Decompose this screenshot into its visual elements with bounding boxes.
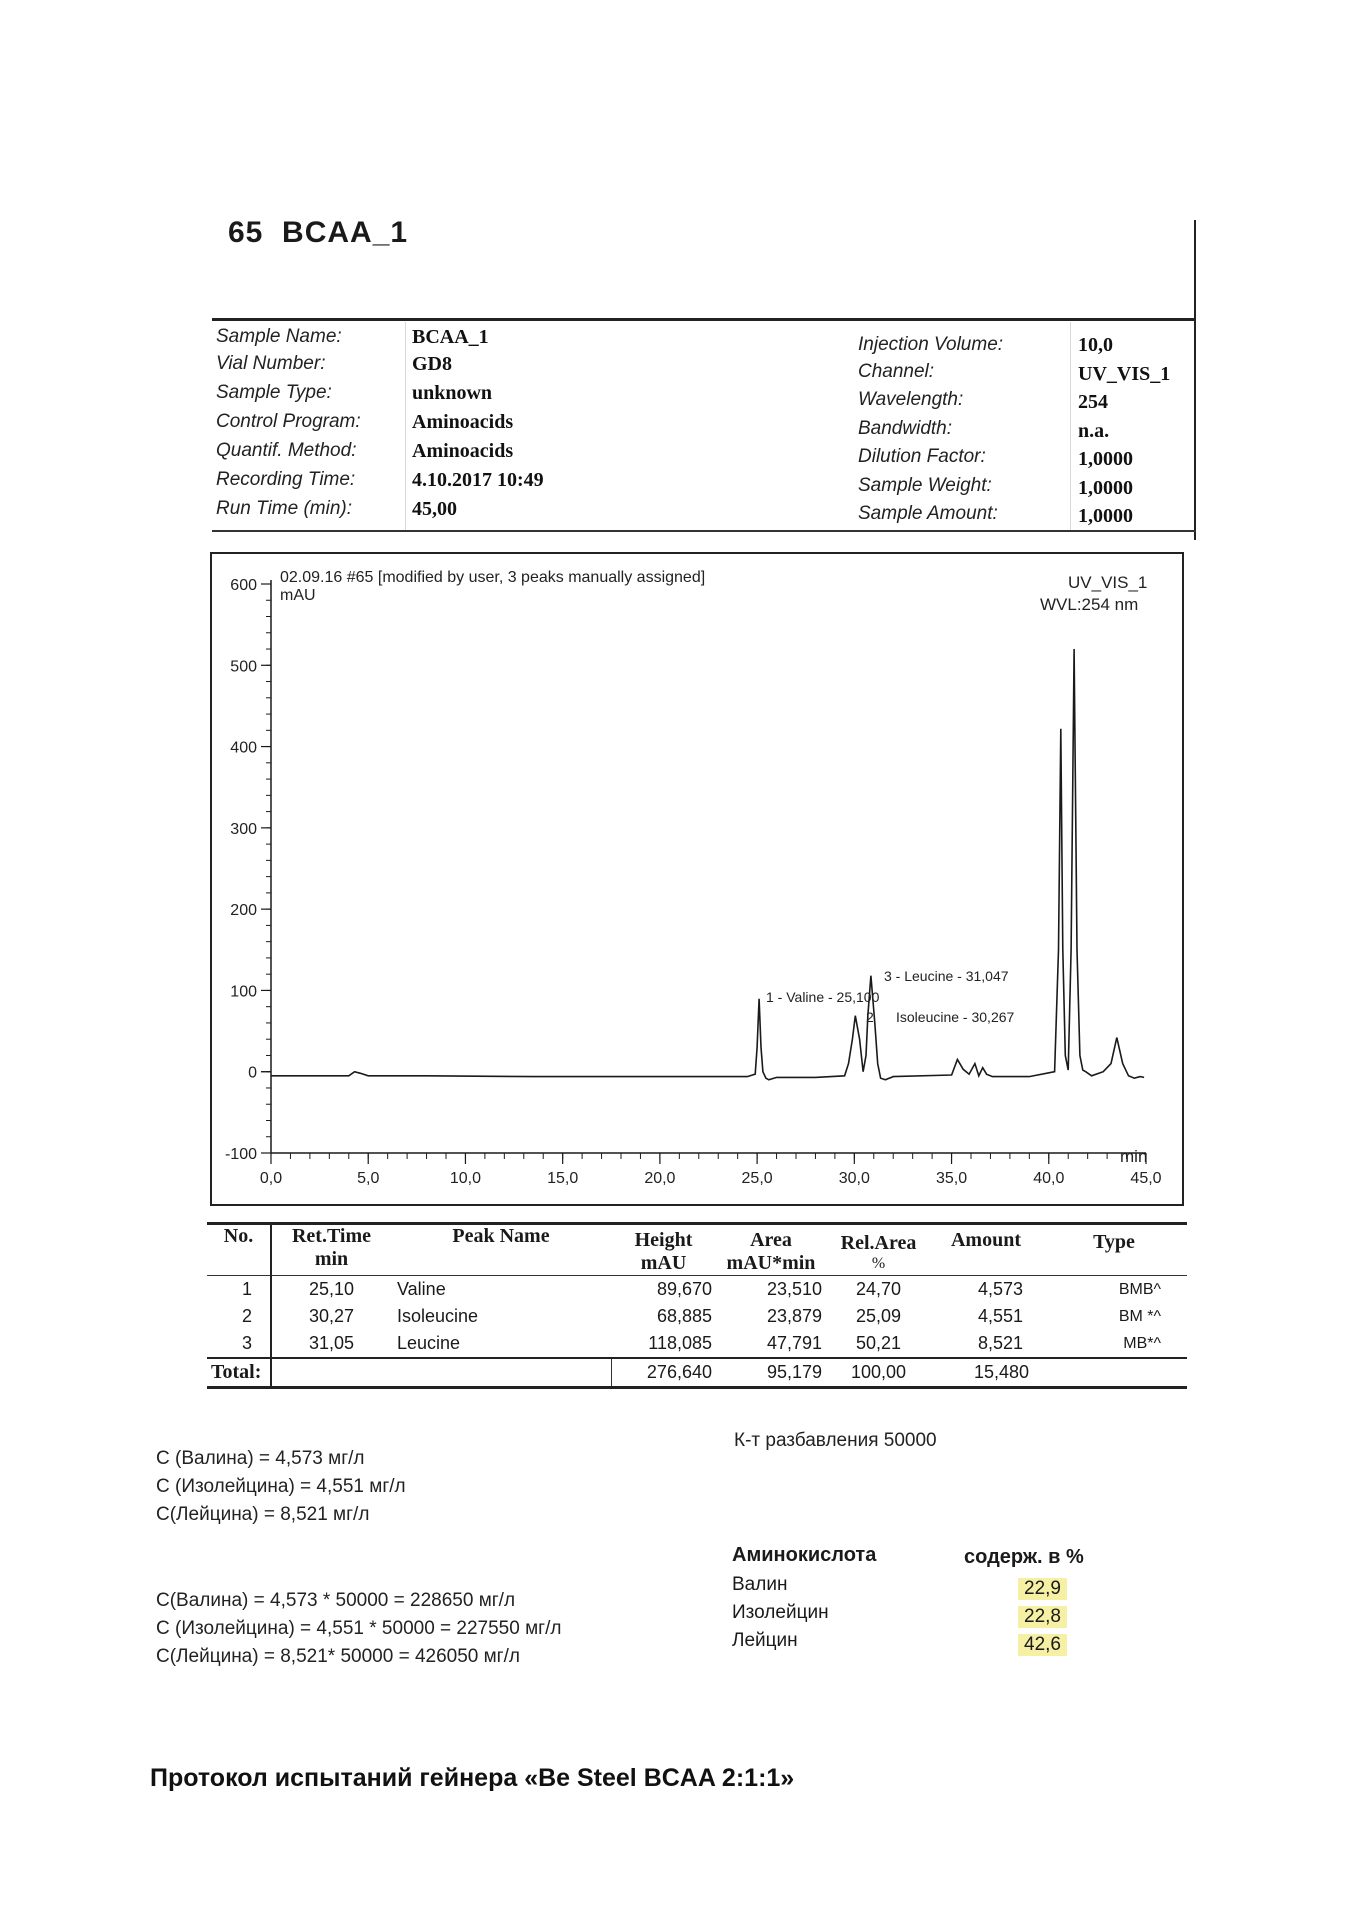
y-tick-label: 100 bbox=[230, 983, 257, 1001]
x-tick-label: 0,0 bbox=[259, 1170, 283, 1187]
cell-rel-area: 24,70 bbox=[855, 1279, 902, 1299]
chart-x-unit: min bbox=[1120, 1147, 1148, 1166]
cell-empty bbox=[1041, 1358, 1187, 1388]
col-header-area bbox=[716, 1224, 826, 1276]
cell-height: 118,085 bbox=[648, 1333, 712, 1353]
info-label: Sample Name: bbox=[216, 326, 342, 347]
y-tick-label: 200 bbox=[230, 902, 257, 920]
cell-empty bbox=[391, 1358, 611, 1388]
cell-no: 1 bbox=[207, 1276, 271, 1304]
x-tick-label: 15,0 bbox=[547, 1170, 579, 1187]
cell-no: 3 bbox=[207, 1330, 271, 1358]
col-header-no: No. bbox=[207, 1224, 271, 1276]
amino-name: Лейцин bbox=[732, 1630, 798, 1651]
x-tick-label: 25,0 bbox=[741, 1170, 773, 1187]
cell-height: 89,670 bbox=[656, 1279, 712, 1299]
chart-title: 02.09.16 #65 [modified by user, 3 peaks manually assigned] bbox=[280, 569, 706, 586]
col-header-peak-name: Peak Name bbox=[452, 1225, 550, 1247]
x-tick-label: 5,0 bbox=[357, 1170, 380, 1187]
table-row bbox=[207, 1303, 1187, 1330]
diluted-concentration-line: С(Лейцина) = 8,521* 50000 = 426050 мг/л bbox=[156, 1646, 520, 1667]
info-value: 10,0 bbox=[1078, 334, 1113, 356]
info-label: Quantif. Method: bbox=[216, 440, 357, 461]
info-value: n.a. bbox=[1078, 419, 1110, 442]
col-header-area-label: Area bbox=[750, 1229, 792, 1251]
info-value: Aminoacids bbox=[412, 411, 514, 433]
info-label: Run Time (min): bbox=[216, 498, 353, 519]
concentration-line: С(Лейцина) = 8,521 мг/л bbox=[156, 1504, 370, 1525]
x-tick-label: 45,0 bbox=[1130, 1170, 1162, 1187]
col-header-ret-time bbox=[271, 1224, 391, 1276]
info-value: BCAA_1 bbox=[412, 326, 489, 348]
diluted-concentration-line: С(Валина) = 4,573 * 50000 = 228650 мг/л bbox=[156, 1590, 516, 1611]
info-value: Aminoacids bbox=[412, 440, 514, 462]
col-header-area-unit: mAU*min bbox=[726, 1252, 816, 1274]
x-tick-label: 35,0 bbox=[935, 1170, 968, 1187]
amino-header-name: Аминокислота bbox=[732, 1544, 877, 1566]
cell-area: 47,791 bbox=[766, 1333, 822, 1353]
y-tick-label: -100 bbox=[224, 1146, 257, 1163]
info-value: 1,0000 bbox=[1078, 505, 1133, 527]
info-label: Sample Amount: bbox=[858, 503, 998, 524]
cell-total-label: Total: bbox=[207, 1358, 271, 1388]
cell-empty bbox=[271, 1358, 391, 1388]
dilution-note: К-т разбавления 50000 bbox=[734, 1430, 937, 1451]
cell-ret-time: 30,27 bbox=[308, 1306, 355, 1326]
report-number: 65 bbox=[228, 216, 264, 249]
info-value: 4.10.2017 10:49 bbox=[412, 469, 544, 491]
col-header-height bbox=[611, 1224, 716, 1276]
diluted-concentrations-block bbox=[156, 1590, 561, 1674]
concentration-line: С (Валина) = 4,573 мг/л bbox=[156, 1448, 365, 1469]
table-row bbox=[207, 1330, 1187, 1358]
cell-peak-name: Leucine bbox=[397, 1333, 461, 1353]
col-header-ret-time-unit: min bbox=[314, 1248, 349, 1270]
amino-header-row bbox=[732, 1544, 1112, 1574]
y-tick-label: 400 bbox=[230, 739, 257, 757]
col-header-type: Type bbox=[1093, 1231, 1135, 1253]
amino-value: 42,6 bbox=[1018, 1634, 1067, 1656]
chart-channel-label: UV_VIS_1 bbox=[1068, 573, 1148, 592]
chart-axes bbox=[261, 580, 1146, 1153]
info-label: Channel: bbox=[858, 360, 935, 382]
cell-rel-area: 25,09 bbox=[855, 1306, 902, 1326]
info-label: Vial Number: bbox=[216, 353, 326, 374]
concentrations-block bbox=[156, 1448, 406, 1532]
table-header-row bbox=[207, 1224, 1187, 1276]
report-name: BCAA_1 bbox=[282, 216, 409, 249]
cell-type: MB*^ bbox=[1123, 1334, 1161, 1352]
info-value: 254 bbox=[1078, 391, 1108, 413]
x-tick-label: 10,0 bbox=[449, 1170, 482, 1187]
amino-row bbox=[732, 1630, 1112, 1658]
x-tick-label: 20,0 bbox=[644, 1170, 676, 1187]
info-label: Recording Time: bbox=[216, 469, 356, 490]
cell-type: BM *^ bbox=[1118, 1307, 1161, 1325]
cell-rel-area: 50,21 bbox=[855, 1333, 902, 1353]
cell-amount: 8,521 bbox=[977, 1333, 1023, 1353]
x-tick-label: 40,0 bbox=[1033, 1170, 1065, 1187]
cell-peak-name: Isoleucine bbox=[397, 1306, 479, 1326]
col-header-height-label: Height bbox=[634, 1229, 693, 1251]
info-value: 1,0000 bbox=[1078, 448, 1133, 470]
peak-label-isoleucine: Isoleucine - 30,267 bbox=[896, 1009, 1015, 1025]
info-label: Sample Weight: bbox=[858, 474, 992, 496]
y-tick-label: 300 bbox=[230, 820, 257, 838]
col-header-rel-area-unit: % bbox=[871, 1254, 886, 1272]
col-header-ret-time-label: Ret.Time bbox=[291, 1225, 372, 1247]
results-table bbox=[207, 1222, 1187, 1389]
amino-header-value: содерж. в % bbox=[964, 1546, 1084, 1568]
amino-name: Валин bbox=[732, 1574, 788, 1595]
amino-value: 22,9 bbox=[1018, 1578, 1067, 1600]
cell-amount: 4,551 bbox=[977, 1306, 1023, 1326]
info-label: Control Program: bbox=[216, 411, 361, 432]
y-tick-label: 600 bbox=[230, 577, 257, 594]
col-header-height-unit: mAU bbox=[640, 1252, 687, 1274]
col-header-rel-area bbox=[826, 1224, 931, 1276]
protocol-title: Протокол испытаний гейнера «Be Steel BCAA 2:1:1» bbox=[150, 1764, 795, 1792]
diluted-concentration-line: С (Изолейцина) = 4,551 * 50000 = 227550 мг/л bbox=[156, 1618, 562, 1639]
cell-ret-time: 31,05 bbox=[308, 1333, 355, 1353]
info-label: Wavelength: bbox=[858, 389, 964, 410]
amino-row bbox=[732, 1602, 1112, 1630]
amino-value: 22,8 bbox=[1018, 1606, 1067, 1628]
info-value: GD8 bbox=[412, 353, 452, 375]
amino-name: Изолейцин bbox=[732, 1602, 829, 1623]
cell-area: 23,879 bbox=[766, 1306, 822, 1326]
chart-wavelength-label: WVL:254 nm bbox=[1040, 595, 1139, 614]
amino-acid-table bbox=[732, 1544, 1112, 1658]
table-total-row bbox=[207, 1358, 1187, 1388]
cell-amount: 4,573 bbox=[977, 1279, 1023, 1299]
cell-total-area: 95,179 bbox=[766, 1362, 822, 1382]
cell-total-height: 276,640 bbox=[611, 1358, 716, 1388]
table-row bbox=[207, 1276, 1187, 1304]
cell-ret-time: 25,10 bbox=[308, 1279, 355, 1299]
info-label: Dilution Factor: bbox=[858, 446, 986, 467]
peak-label-leucine: 3 - Leucine - 31,047 bbox=[884, 968, 1009, 984]
col-header-rel-area-label: Rel.Area bbox=[840, 1231, 917, 1254]
y-tick-label: 0 bbox=[248, 1064, 257, 1082]
cell-peak-name: Valine bbox=[397, 1279, 446, 1299]
info-value: 45,00 bbox=[412, 498, 457, 520]
cell-type: BMB^ bbox=[1118, 1280, 1161, 1298]
peak-label-number-2: 2 bbox=[866, 1009, 874, 1025]
cell-height: 68,885 bbox=[656, 1306, 712, 1326]
info-value: 1,0000 bbox=[1078, 476, 1133, 499]
peak-label-valine: 1 - Valine - 25,100 bbox=[766, 989, 880, 1005]
chart-ticks bbox=[225, 577, 1162, 1187]
info-value: UV_VIS_1 bbox=[1078, 362, 1171, 385]
info-label: Sample Type: bbox=[216, 382, 332, 403]
info-value: unknown bbox=[412, 382, 493, 404]
cell-no: 2 bbox=[207, 1303, 271, 1330]
cell-total-amount: 15,480 bbox=[973, 1362, 1029, 1382]
amino-row bbox=[732, 1574, 1112, 1602]
chart-y-unit: mAU bbox=[280, 587, 316, 604]
info-label: Injection Volume: bbox=[858, 334, 1004, 355]
info-label: Bandwidth: bbox=[858, 417, 953, 439]
cell-area: 23,510 bbox=[766, 1279, 822, 1299]
x-tick-label: 30,0 bbox=[838, 1170, 870, 1187]
y-tick-label: 500 bbox=[230, 658, 257, 676]
cell-total-rel-area: 100,00 bbox=[850, 1362, 907, 1382]
col-header-amount: Amount bbox=[950, 1229, 1021, 1251]
concentration-line: С (Изолейцина) = 4,551 мг/л bbox=[156, 1476, 406, 1497]
